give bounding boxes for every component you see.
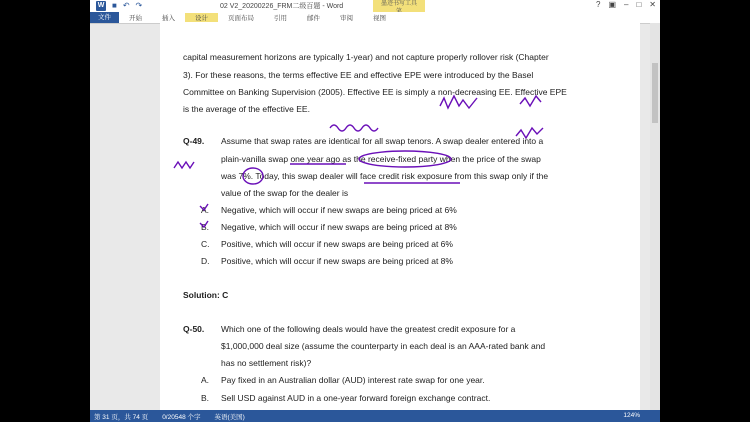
save-icon[interactable]: ■ <box>112 1 117 10</box>
vertical-scrollbar[interactable] <box>650 23 660 410</box>
tab-design[interactable]: 设计 <box>185 13 218 22</box>
page-count[interactable]: 第 31 页，共 74 页 <box>94 413 149 421</box>
option-letter: C. <box>201 239 210 249</box>
question-50-line: $1,000,000 deal size (assume the counterparty in each deal is an AAA-rated bank and <box>221 341 546 351</box>
ribbon-display-icon[interactable]: ▣ <box>608 0 616 9</box>
body-line: is the average of the effective EE. <box>183 104 310 114</box>
body-line: 3). For these reasons, the terms effective EE and effective EPE were introduced by the Basel <box>183 70 534 80</box>
word-count[interactable]: 0/20548 个字 <box>162 413 201 421</box>
option-text: Negative, which will occur if new swaps are being priced at 6% <box>221 205 457 215</box>
solution-label: Solution: C <box>183 290 229 300</box>
window-controls <box>596 0 656 9</box>
word-window <box>90 0 660 422</box>
option-letter: A. <box>201 375 210 385</box>
language[interactable]: 英语(美国) <box>214 413 245 421</box>
option-letter: B. <box>201 222 210 232</box>
quick-access-toolbar <box>96 1 142 11</box>
redo-icon[interactable]: ↷ <box>135 1 143 10</box>
question-49-label: Q-49. <box>183 136 205 146</box>
question-49-line: was 7%. Today, this swap dealer will face credit risk exposure from this swap only if the <box>221 171 549 181</box>
minimize-icon[interactable]: – <box>624 0 629 9</box>
tab-review[interactable]: 审阅 <box>340 15 353 22</box>
maximize-icon[interactable]: □ <box>636 0 642 9</box>
option-text: Pay fixed in an Australian dollar (AUD) interest rate swap for one year. <box>221 375 485 385</box>
question-50-label: Q-50. <box>183 324 205 334</box>
tab-file[interactable]: 文件 <box>90 12 119 23</box>
tab-insert[interactable]: 插入 <box>162 15 175 22</box>
close-icon[interactable]: ✕ <box>649 0 656 9</box>
option-letter: B. <box>201 393 210 403</box>
help-icon[interactable]: ? <box>595 0 601 9</box>
document-page[interactable] <box>160 23 640 410</box>
body-line: Committee on Banking Supervision (2005). Effective EE is simply a non-decreasing EE. Effective EPE <box>183 87 567 97</box>
tab-view[interactable]: 视图 <box>373 15 386 22</box>
option-text: Positive, which will occur if new swaps are being priced at 8% <box>221 256 453 266</box>
ink-tools-label: 墨迹书写工具 <box>380 1 417 7</box>
question-49-line: value of the swap for the dealer is <box>221 188 349 198</box>
question-49-line: Assume that swap rates are identical for all swap tenors. A swap dealer entered into a <box>221 136 544 146</box>
option-letter: A. <box>201 205 210 215</box>
option-text: Negative, which will occur if new swaps are being priced at 8% <box>221 222 457 232</box>
body-line: capital measurement horizons are typically 1-year) and not capture properly rollover risk (Chapter <box>183 52 549 62</box>
tab-references[interactable]: 引用 <box>274 15 287 22</box>
question-50-line: Which one of the following deals would have the greatest credit exposure for a <box>221 324 516 334</box>
option-letter: D. <box>201 256 210 266</box>
question-49-line: plain-vanilla swap one year ago as the receive-fixed party when the price of the swap <box>221 154 541 164</box>
option-text: Positive, which will occur if new swaps are being priced at 6% <box>221 239 453 249</box>
document-title: 02 V2_20200226_FRM二级百题 - Word <box>220 3 344 10</box>
tab-mailings[interactable]: 邮件 <box>307 15 320 22</box>
option-text: Sell USD against AUD in a one-year forward foreign exchange contract. <box>221 393 491 403</box>
status-bar <box>90 410 660 422</box>
undo-icon[interactable]: ↶ <box>122 1 130 10</box>
tab-home[interactable]: 开始 <box>129 15 142 22</box>
word-logo-icon: W <box>97 2 105 9</box>
tab-layout[interactable]: 页面布局 <box>228 15 254 22</box>
zoom-level[interactable]: 124% <box>623 412 640 419</box>
question-50-line: has no settlement risk)? <box>221 358 312 368</box>
scrollbar-thumb[interactable] <box>652 63 658 123</box>
title-bar <box>90 0 660 12</box>
